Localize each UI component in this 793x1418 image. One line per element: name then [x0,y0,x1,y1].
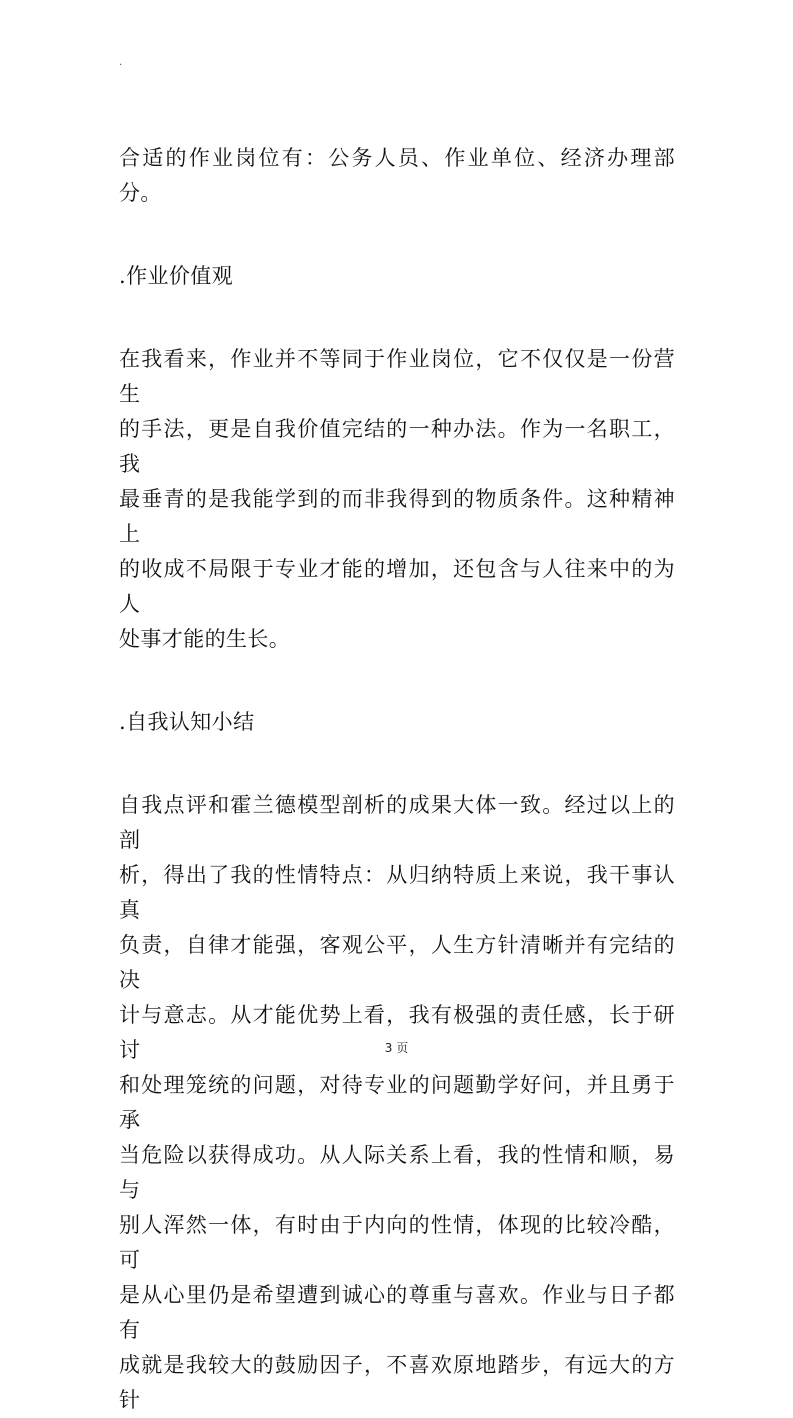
paragraph-gap [119,294,675,342]
paragraph-self-awareness-summary: 自我点评和霍兰德模型剖析的成果大体一致。经过以上的剖 析，得出了我的性情特点：从归纳特质上来说，我干事认真 负责，自律才能强，客观公平，人生方针清晰并有完结的决 计与意志。从才能优势上看，我有极强的责任感，长于研讨 和处理笼统的问题，对待专业的问题勤学好问，并且勇于承 当危险以获得成功。从人际关系上看，我的性情和顺，易与 别人浑然一体，有时由于内向的性情，体现的比较冷酷，可 是从心里仍是希望遭到诚心的尊重与喜欢。作业与日子都有 成就是我较大的鼓励因子，不喜欢原地踏步，有远大的方针 [119,793,675,1412]
paragraph-work-values: 在我看来，作业并不等同于作业岗位，它不仅仅是一份营生 的手法，更是自我价值完结的一种办法。作为一名职工，我 最垂青的是我能学到的而非我得到的物质条件。这种精神上 的收成不局限于专业才能的增加，还包含与人往来中的为人 处事才能的生长。 [119,347,675,651]
paragraph-gap [119,657,675,705]
section-heading-self-awareness: .自我认知小结 [119,710,255,734]
document-body [119,141,675,1418]
paragraph-gap [119,740,675,788]
header-mark: . [119,57,123,68]
page-number: 3 页 [384,1041,409,1055]
paragraph-suitable-positions: 合适的作业岗位有：公务人员、作业单位、经济办理部分。 [119,146,675,205]
section-heading-work-values: .作业价值观 [119,264,234,288]
paragraph-gap [119,211,675,259]
